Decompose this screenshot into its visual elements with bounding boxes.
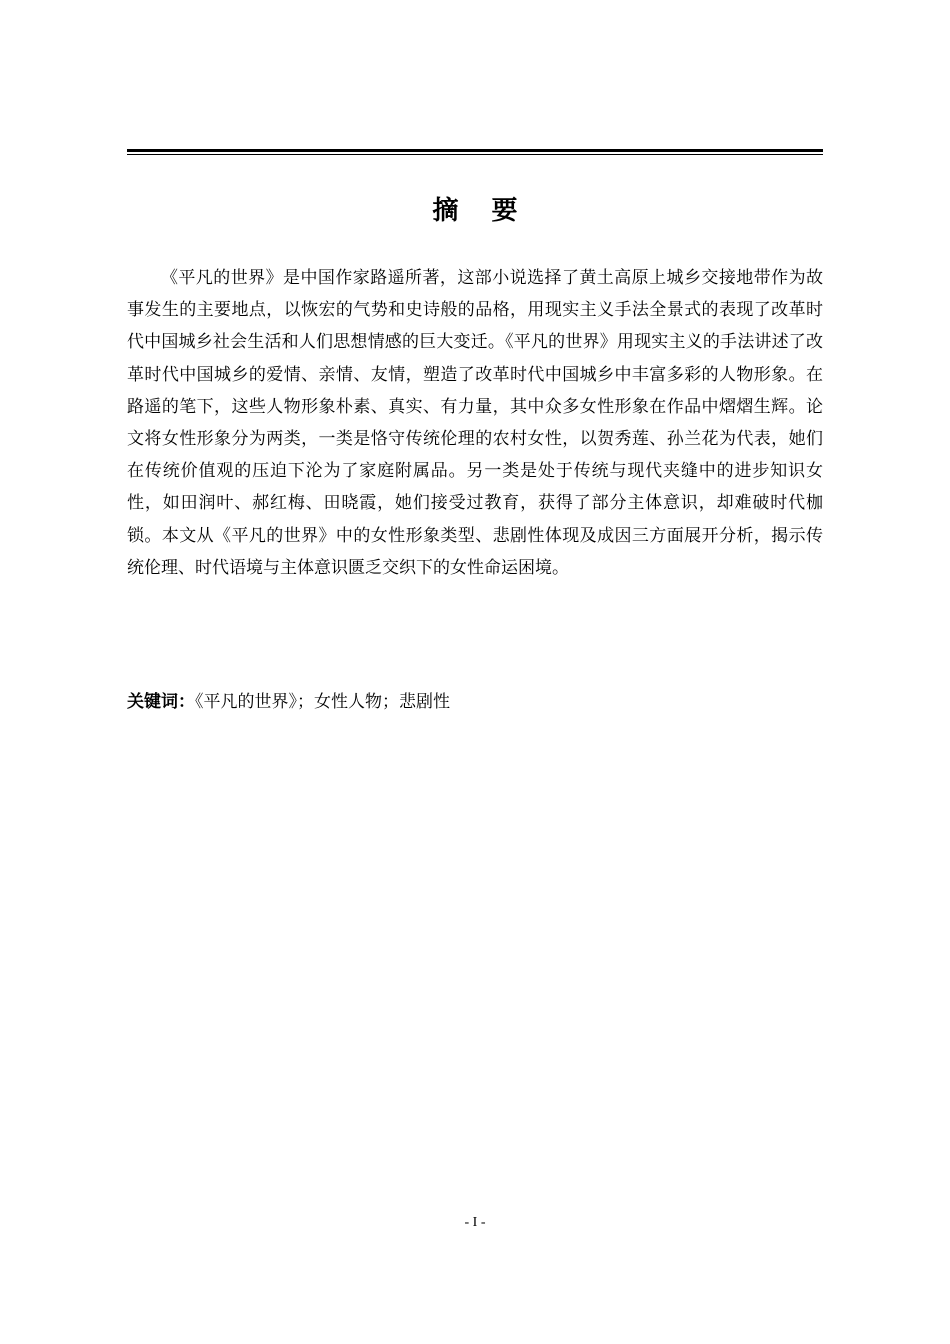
keywords-value: 《平凡的世界》；女性人物；悲剧性	[195, 692, 450, 712]
header-rule-thin	[127, 154, 823, 155]
page-number: - I -	[464, 1215, 486, 1230]
keywords-label: 关键词：	[127, 692, 195, 712]
keywords-line	[127, 687, 823, 717]
page-title: 摘 要	[432, 196, 530, 226]
header-rule-thick	[127, 149, 823, 152]
abstract-paragraph: 《平凡的世界》是中国作家路遥所著，这部小说选择了黄土高原上城乡交接地带作为故事发生的主要地点，以恢宏的气势和史诗般的品格，用现实主义手法全景式的表现了改革时代中国城乡社会生活和人们思想情感的巨大变迁。《平凡的世界》用现实主义的手法讲述了改革时代中国城乡的爱情、亲情、友情，塑造了改革时代中国城乡中丰富多彩的人物形象。在路遥的笔下，这些人物形象朴素、真实、有力量，其中众多女性形象在作品中熠熠生辉。论文将女性形象分为两类，一类是恪守传统伦理的农村女性，以贺秀莲、孙兰花为代表，她们在传统价值观的压迫下沦为了家庭附属品。另一类是处于传统与现代夹缝中的进步知识女性，如田润叶、郝红梅、田晓霞，她们接受过教育，获得了部分主体意识，却难破时代枷锁。本文从《平凡的世界》中的女性形象类型、悲剧性体现及成因三方面展开分析，揭示传统伦理、时代语境与主体意识匮乏交织下的女性命运困境。	[127, 268, 823, 578]
